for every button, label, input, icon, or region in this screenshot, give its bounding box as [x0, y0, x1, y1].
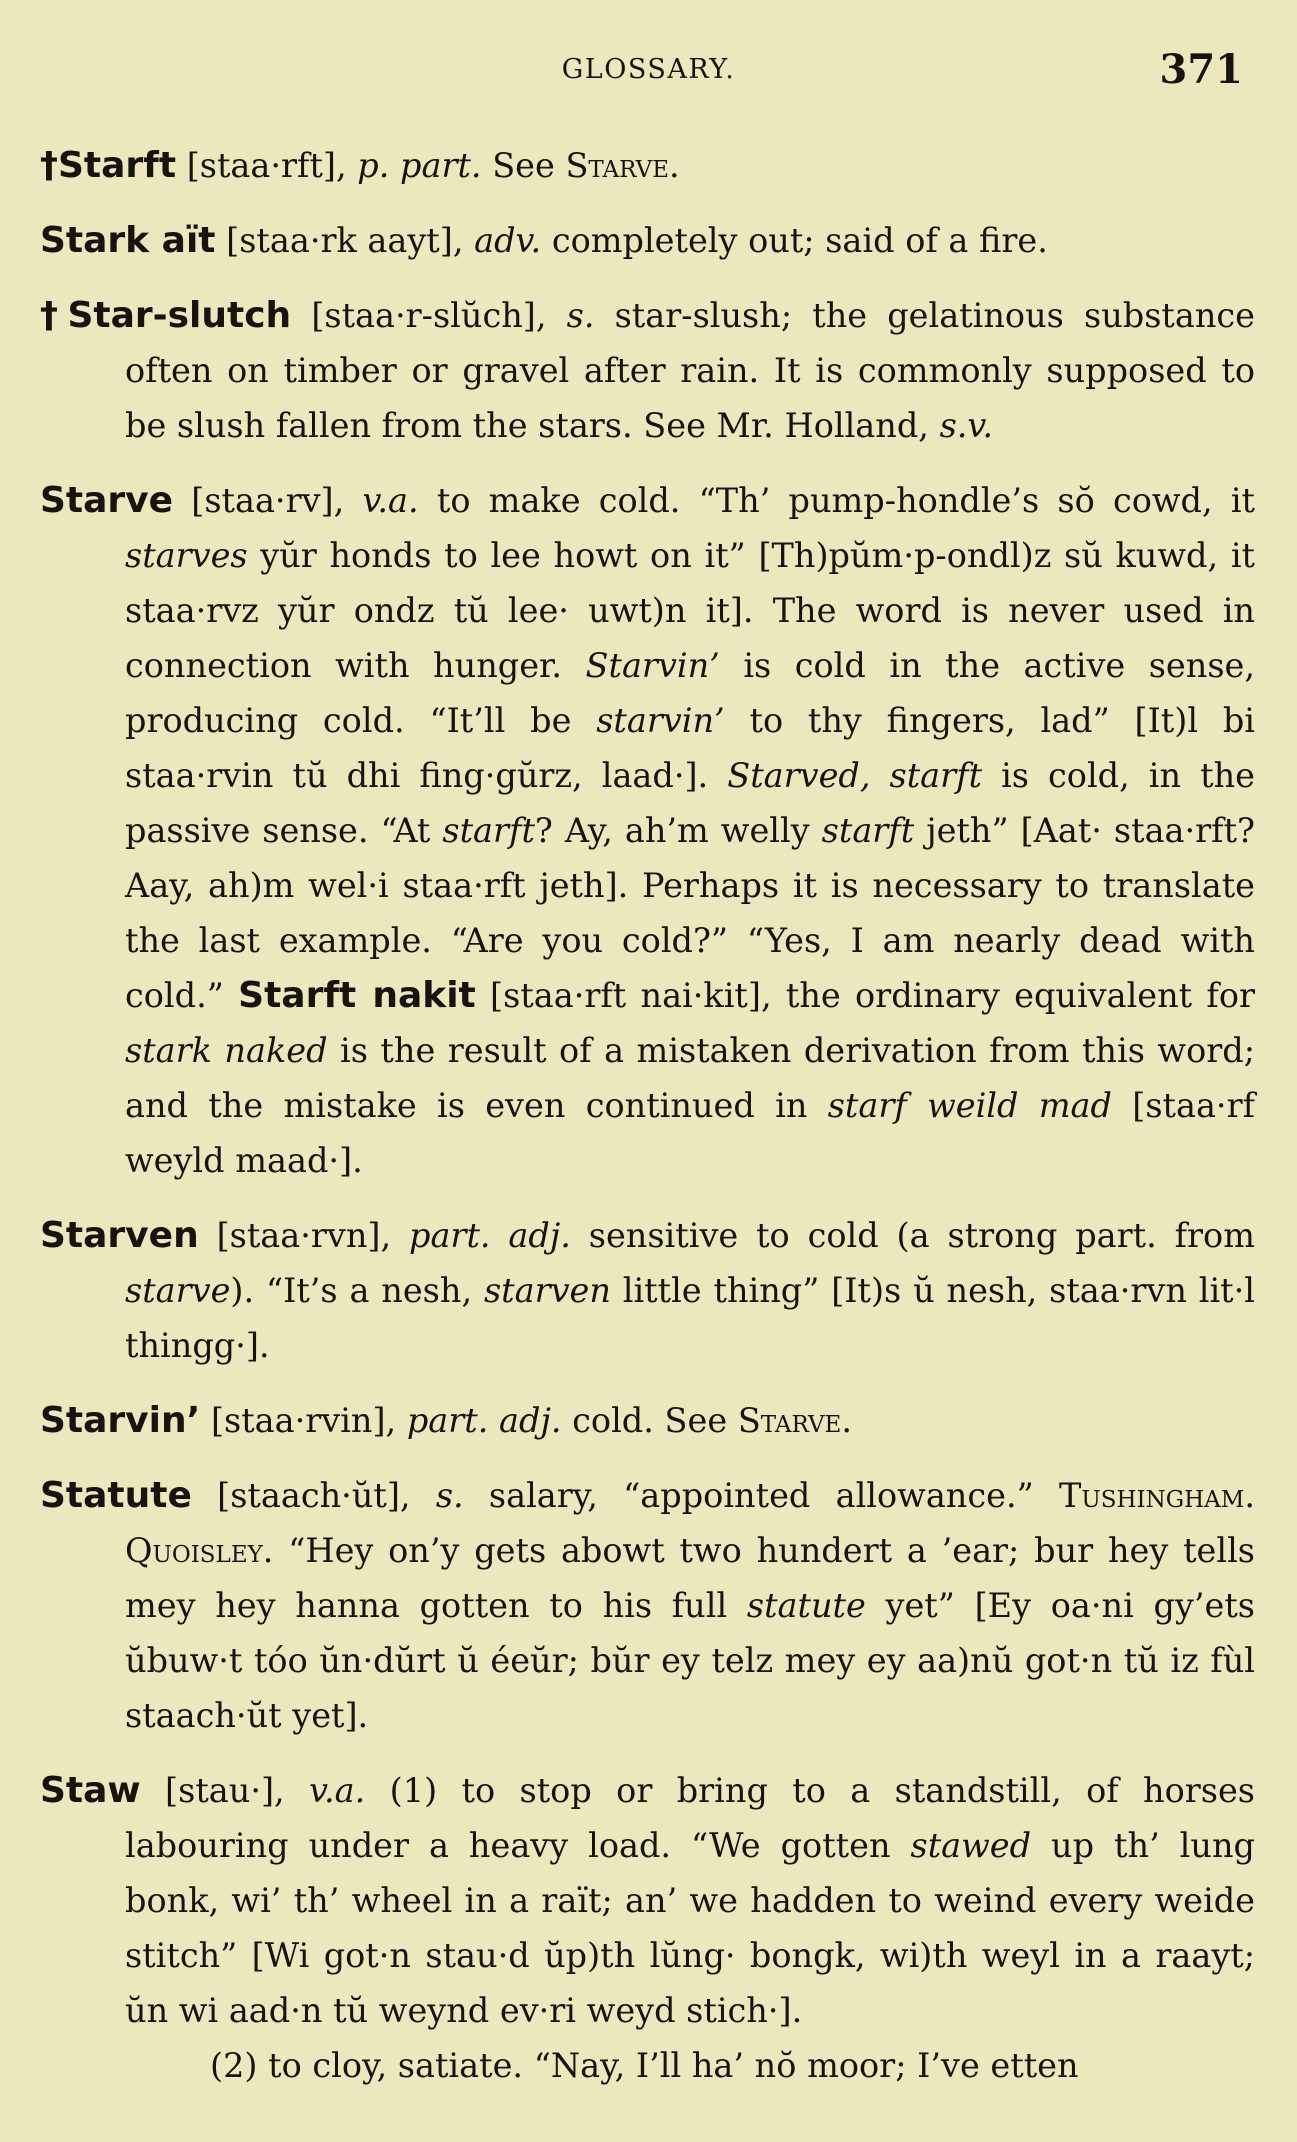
- entry-star-slutch: [40, 288, 1255, 453]
- part-of-speech: p. part.: [357, 146, 482, 185]
- text: [stau·],: [140, 1771, 310, 1810]
- text: (1) to stop or bring to a standstill, of horses labouring under a heavy load. “We gotten: [125, 1771, 1255, 1865]
- text: up th’ lung bonk, wi’ th’ wheel in a raït; an’ we hadden to weind every weide stitch” [Wi got·n stau·d ŭp)th lŭng· bongk, wi)th weyl in a raayt; ŭn wi aad·n tŭ weynd ev·ri weyd stich·].: [125, 1826, 1255, 2030]
- italic-text: starve: [125, 1271, 231, 1310]
- part-of-speech: s.: [566, 296, 595, 335]
- page-number: 371: [1159, 46, 1243, 93]
- sense-two: (2) to cloy, satiate. “Nay, I’ll ha’ nŏ moor; I’ve etten: [210, 2046, 1079, 2085]
- italic-text: Starvin’: [585, 646, 720, 685]
- pronunciation: [staa·rk aayt],: [215, 221, 475, 260]
- italic-text: starven: [483, 1271, 611, 1310]
- sub-headword: Starft nakit: [238, 975, 476, 1016]
- pronunciation: [staa·rft],: [176, 146, 358, 185]
- text: [staa·rf weyld maad·].: [125, 1086, 1255, 1180]
- italic-text: starves: [125, 536, 248, 575]
- text: [staa·rvn],: [198, 1216, 410, 1255]
- cross-reference: Starve.: [737, 1401, 853, 1440]
- entry-starve: [40, 473, 1255, 1188]
- text: to make cold. “Th’ pump-hondle’s sŏ cowd, it: [418, 481, 1256, 520]
- definition: See: [481, 146, 566, 185]
- headword: Staw: [40, 1770, 141, 1811]
- running-head: GLOSSARY.: [561, 54, 736, 85]
- cross-reference: Starve.: [565, 146, 680, 185]
- place-name: Tushingham.: [1059, 1476, 1255, 1515]
- part-of-speech: adv.: [474, 221, 542, 260]
- italic-text: statute: [746, 1586, 866, 1625]
- text: [staa·rv],: [173, 481, 363, 520]
- definition: completely out; said of a fire.: [541, 221, 1048, 260]
- headword: †Star-slutch: [40, 295, 292, 336]
- italic-text: starft: [442, 811, 535, 850]
- part-of-speech: part. adj.: [406, 1401, 562, 1440]
- italic-text: s.: [435, 1476, 464, 1515]
- headword: Starvin’: [40, 1400, 201, 1441]
- entry-starven: [40, 1208, 1255, 1373]
- text: is cold in the active sense, producing cold. “It’ll be: [125, 646, 1255, 740]
- headword: Stark aït: [40, 220, 216, 261]
- headword: Starve: [40, 480, 174, 521]
- text: ? Ay, ah’m welly: [534, 811, 822, 850]
- entry-starvin: [40, 1393, 1255, 1448]
- italic-text: part. adj.: [409, 1216, 571, 1255]
- text: “Hey on’y gets abowt two hundert a ’ear; bur hey tells mey hey hanna gotten to his full: [125, 1531, 1255, 1625]
- entry-staw: [40, 1763, 1255, 2093]
- italic-text: v.a.: [362, 481, 419, 520]
- text: to thy fingers, lad” [It)l bi staa·rvin tŭ dhi fing·gŭrz, laad·].: [125, 701, 1255, 795]
- italic-text: starf weild mad: [827, 1086, 1112, 1125]
- italic-text: Starved, starft: [727, 756, 983, 795]
- headword: Statute: [40, 1475, 192, 1516]
- place-name: Quoisley.: [125, 1531, 274, 1570]
- text: is the result of a mistaken derivation from this word; and the mistake is even continued in: [125, 1031, 1255, 1125]
- text: yŭr honds to lee howt on it” [Th)pŭm·p-ondl)z sŭ kuwd, it staa·rvz yŭr ondz tŭ lee· uwt)n it]. The word is never used in connection with hunger.: [125, 536, 1255, 685]
- text: jeth” [Aat· staa·rft? Aay, ah)m wel·i staa·rft jeth]. Perhaps it is necessary to translate the last example. “Are you cold?” “Yes, I am nearly dead with cold.”: [125, 811, 1255, 1015]
- headword: †Starft: [40, 145, 177, 186]
- definition: star-slush; the gelatinous substance often on timber or gravel after rain. It is commonly supposed to be slush fallen from the stars. See Mr. Holland,: [125, 296, 1256, 445]
- text: is cold, in the passive sense. “At: [125, 756, 1255, 850]
- entry-statute: [40, 1468, 1255, 1743]
- text: salary, “appointed allowance.”: [463, 1476, 1059, 1515]
- italic-text: v.a.: [309, 1771, 366, 1810]
- definition: cold. See: [561, 1401, 738, 1440]
- text: little thing” [It)s ŭ nesh, staa·rvn lit·l thingg·].: [125, 1271, 1256, 1365]
- headword: Starven: [40, 1215, 199, 1256]
- text: yet” [Ey oa·ni gy’ets ŭbuw·t tóo ŭn·dŭrt ŭ éeŭr; bŭr ey telz mey ey aa)nŭ got·n tŭ iz fùl staach·ŭt yet].: [125, 1586, 1255, 1735]
- text: ). “It’s a nesh,: [230, 1271, 484, 1310]
- text: [staa·rft nai·kit], the ordinary equivalent for: [475, 976, 1255, 1015]
- pronunciation: [staa·r-slŭch],: [291, 296, 567, 335]
- text: [staach·ŭt],: [191, 1476, 436, 1515]
- entry-stark-ait: [40, 213, 1255, 268]
- page-header: [0, 46, 1297, 106]
- entry-starft: [40, 138, 1255, 193]
- glossary-entries: [40, 138, 1255, 2113]
- text: sensitive to cold (a strong part. from: [570, 1216, 1255, 1255]
- italic-text: stawed: [910, 1826, 1032, 1865]
- italic-text: starft: [821, 811, 915, 850]
- italic-text: starvin’: [596, 701, 725, 740]
- sub-verbo: s.v.: [939, 406, 994, 445]
- pronunciation: [staa·rvin],: [200, 1401, 407, 1440]
- italic-text: stark naked: [125, 1031, 328, 1070]
